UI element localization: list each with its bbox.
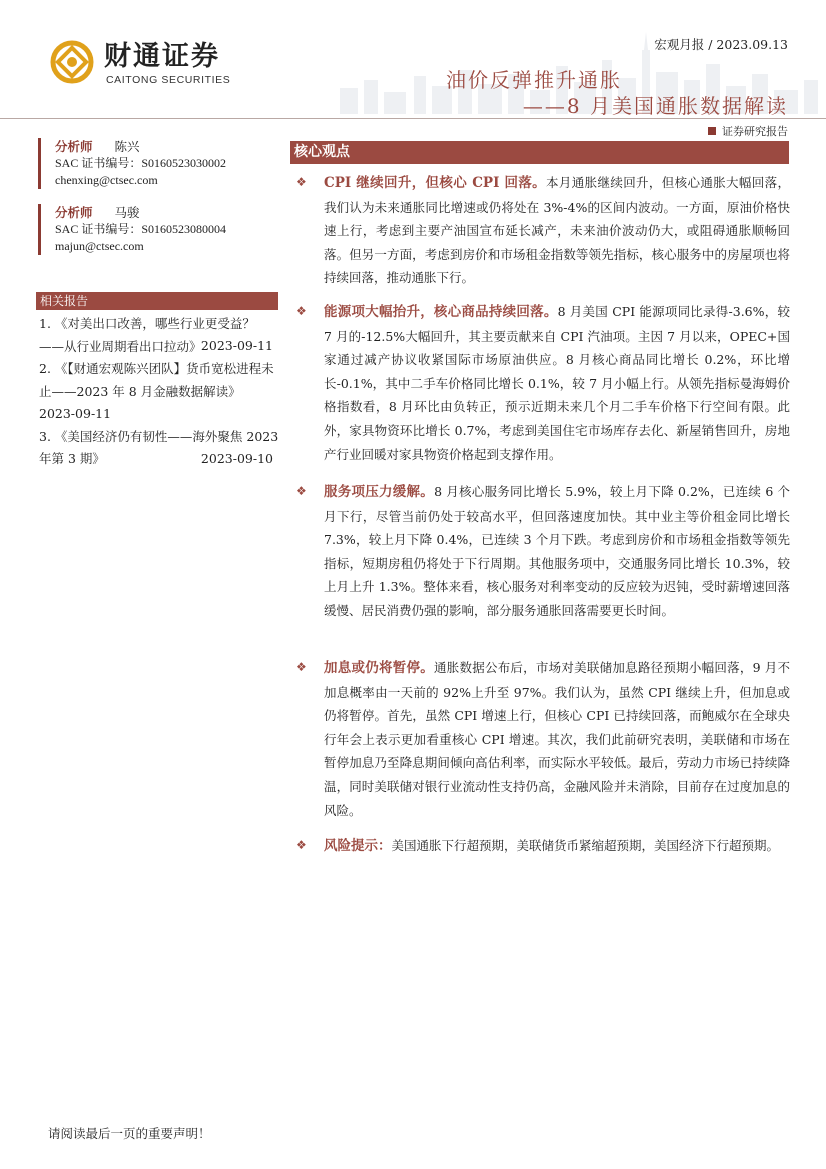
related-report-date: 2023-09-10 xyxy=(200,450,273,466)
related-report-title[interactable]: 3. 《美国经济仍有韧性——海外聚焦 2023 年第 3 期》 xyxy=(39,428,279,466)
core-point-body: 8 月核心服务同比增长 5.9%，较上月下降 0.2%，已连续 6 个月下行，尽管当前仍处于较高水平，但回落速度加快。其中业主等价租金同比增长 7.3%，较上月下降 0.4%，已连续 3 个月下跌。考虑到房价和市场租金指数等领先指标，短期房租仍将处于下行周期。其他服务项中，交通服务同比增长 10.3%，较上月上升 1.3%。整体来看，核心服务对利率变动的反应较为迟钝，受时薪增速回落缓慢、居民消费仍强的影响，部分服务通胀回落需要更长时间。 xyxy=(324,484,791,618)
related-report-title[interactable]: 1. 《对美出口改善，哪些行业更受益？——从行业周期看出口拉动》 xyxy=(39,316,255,354)
related-report-title[interactable]: 2. 《【财通宏观陈兴团队】货币宽松进程未止——2023 年 8 月金融数据解读》 xyxy=(39,361,274,399)
caitong-logo-icon xyxy=(50,40,94,84)
report-meta: 宏观月报 / 2023.09.13 xyxy=(654,37,788,52)
analyst-email[interactable]: majun@ctsec.com xyxy=(55,239,144,253)
analyst-sac: SAC 证书编号：S0160523030002 xyxy=(55,156,227,170)
analyst-role: 分析师 xyxy=(55,139,93,154)
diamond-bullet-icon: ❖ xyxy=(296,175,307,189)
core-point xyxy=(296,656,790,822)
header-divider xyxy=(0,118,826,119)
related-reports-list xyxy=(39,313,279,471)
diamond-bullet-icon: ❖ xyxy=(296,838,307,852)
core-point xyxy=(296,171,790,290)
logo-chinese-name: 财通证券 xyxy=(104,41,220,72)
core-point-body: 本月通胀继续回升，但核心通胀大幅回落，我们认为未来通胀同比增速或仍将处在 3%-4%的区间内波动。一方面，原油价格快速上行，考虑到主要产油国宣布延长减产，未来油价波动仍大，或阻碍通胀顺畅回落。但另一方面，考虑到房价和市场租金指数等领先指标，核心服务中的房屋项也将持续回落，推动通胀下行。 xyxy=(324,175,790,286)
company-logo xyxy=(50,40,250,92)
report-type-label xyxy=(708,123,788,139)
logo-english-name: CAITONG SECURITIES xyxy=(106,74,231,86)
analyst-card xyxy=(38,204,278,255)
analyst-role: 分析师 xyxy=(55,205,93,220)
core-point-body: 8 月美国 CPI 能源项同比录得-3.6%，较 7 月的-12.5%大幅回升，其主要贡献来自 CPI 汽油项。主因 7 月以来，OPEC+国家通过减产协议收紧国际市场原油供应。8 月核心商品同比增长 0.2%，环比增长-0.1%，其中二手车价格同比增长 0.1%，较 7 月小幅上行。从领先指标曼海姆价格指数看，8 月环比由负转正，预示近期未来几个月二手车价格下行空间有限。此外，家具物资环比增长 0.7%，考虑到美国住宅市场库存去化、新屋销售回升，房地产行业回暖对家具物资价格起到支撑作用。 xyxy=(324,304,790,462)
core-point-lead: CPI 继续回升，但核心 CPI 回落。 xyxy=(324,175,547,191)
diamond-bullet-icon: ❖ xyxy=(296,660,307,674)
analyst-sac: SAC 证书编号：S0160523080004 xyxy=(55,222,227,236)
analyst-name: 马骏 xyxy=(114,205,140,220)
square-bullet-icon xyxy=(708,127,716,135)
report-subtitle: ——8 月美国通胀数据解读 xyxy=(522,94,788,118)
related-report-item[interactable] xyxy=(39,358,279,426)
diamond-bullet-icon: ❖ xyxy=(296,484,307,498)
report-title: 油价反弹推升通胀 xyxy=(446,68,622,92)
core-point-lead: 风险提示： xyxy=(324,838,392,854)
core-point-lead: 服务项压力缓解。 xyxy=(324,484,435,500)
core-point-body: 通胀数据公布后，市场对美联储加息路径预期小幅回落，9 月不加息概率由一天前的 92%上升至 97%。我们认为，虽然 CPI 继续上升，但加息或仍将暂停。首先，虽然 CPI 增速上行，但核心 CPI 已持续回落，而鲍威尔在全球央行年会上表示更加看重核心 CPI 增速。其次，我们此前研究表明，美联储和市场在暂停加息乃至降息期间倾向高估利率，而实际水平较低。最后，劳动力市场已持续降温，同时美联储对银行业流动性支持仍高，金融风险并未消除，目前存在过度加息的风险。 xyxy=(324,660,791,818)
core-point xyxy=(296,480,790,623)
related-report-item[interactable] xyxy=(39,313,279,358)
analyst-name: 陈兴 xyxy=(114,139,140,154)
related-report-date: 2023-09-11 xyxy=(39,406,112,421)
related-report-item[interactable] xyxy=(39,426,279,471)
core-point-lead: 加息或仍将暂停。 xyxy=(324,660,434,676)
related-report-date: 2023-09-11 xyxy=(200,338,273,353)
core-point-body: 美国通胀下行超预期，美联储货币紧缩超预期，美国经济下行超预期。 xyxy=(391,838,780,853)
diamond-bullet-icon: ❖ xyxy=(296,304,307,318)
core-point-lead: 能源项大幅抬升，核心商品持续回落。 xyxy=(324,304,558,320)
analyst-email[interactable]: chenxing@ctsec.com xyxy=(55,173,158,187)
footer-disclaimer: 请阅读最后一页的重要声明！ xyxy=(48,1126,211,1141)
report-type-text: 证券研究报告 xyxy=(722,125,788,138)
core-views-heading: 核心观点 xyxy=(290,141,789,164)
analyst-card xyxy=(38,138,278,189)
core-point xyxy=(296,300,790,466)
related-reports-heading: 相关报告 xyxy=(36,292,278,310)
risk-warning xyxy=(296,834,790,859)
